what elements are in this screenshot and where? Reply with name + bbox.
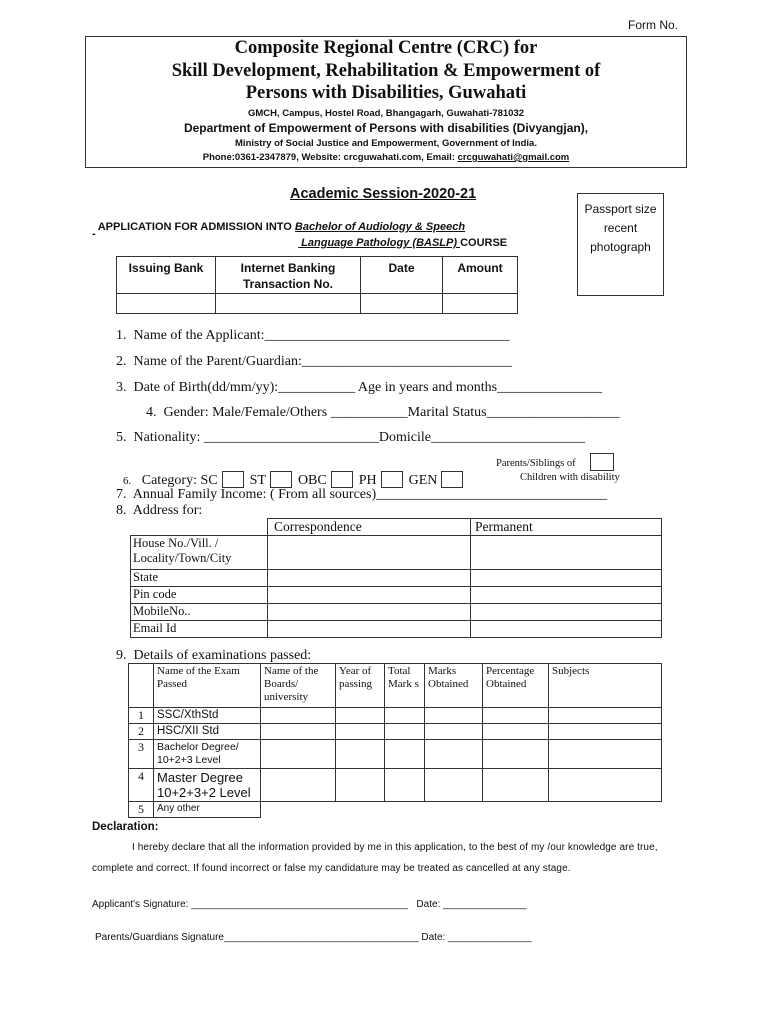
- declaration-text: I hereby declare that all the information provided by me in this application, to the best of my /our knowledge are true, complete and correct. If found incorrect or false my candidature may be treated as cancelled at any stage.: [92, 842, 658, 874]
- address-permanent-cell[interactable]: [471, 604, 662, 621]
- field-category: [116, 455, 469, 489]
- application-dash: -: [92, 228, 96, 240]
- photo-label-line3: photograph: [590, 240, 651, 254]
- payment-amount-cell[interactable]: [443, 294, 518, 314]
- exam-row-number: 3: [129, 740, 154, 769]
- exam-header-board: Name of the Boards/ university: [261, 664, 336, 708]
- exam-percentage-cell[interactable]: [483, 724, 549, 740]
- exam-row: [129, 769, 662, 802]
- exam-year-cell[interactable]: [336, 740, 385, 769]
- address-permanent-cell[interactable]: [471, 587, 662, 604]
- application-prefix: APPLICATION FOR ADMISSION INTO: [97, 221, 295, 233]
- exam-board-cell[interactable]: [261, 724, 336, 740]
- address-correspondence-cell[interactable]: [268, 536, 471, 570]
- form-number-label: Form No.: [627, 18, 678, 32]
- category-gen-checkbox[interactable]: [441, 471, 463, 488]
- address-row-label: House No./Vill. / Locality/Town/City: [131, 536, 268, 570]
- exam-header-subjects: Subjects: [549, 664, 662, 708]
- address-permanent-cell[interactable]: [471, 570, 662, 587]
- declaration-title: Declaration:: [92, 821, 159, 833]
- parents-siblings-label: Parents/Siblings of: [496, 458, 576, 469]
- category-ph-checkbox[interactable]: [381, 471, 403, 488]
- applicant-signature-line[interactable]: Applicant's Signature: _______________________________________ Date: _______________: [92, 899, 527, 910]
- field-annual-income[interactable]: 7. Annual Family Income: ( From all sources)_________________________________: [116, 487, 608, 502]
- academic-session: Academic Session-2020-21: [290, 186, 477, 202]
- category-st-label: ST: [249, 473, 266, 488]
- address-header-correspondence: Correspondence: [268, 519, 471, 536]
- exam-row: [129, 740, 662, 769]
- address-corner-cell: [131, 519, 268, 536]
- address-correspondence-cell[interactable]: [268, 621, 471, 638]
- exam-percentage-cell[interactable]: [483, 769, 549, 802]
- course-name-line2: Language Pathology (BASLP): [298, 237, 461, 249]
- header-contact-text: Phone:0361-2347879, Website: crcguwahati.com, Email:: [202, 152, 458, 163]
- header-department: Department of Empowerment of Persons with disabilities (Divyangjan),: [183, 121, 589, 135]
- exam-marks-cell[interactable]: [425, 740, 483, 769]
- exam-table: [128, 663, 662, 818]
- payment-header-transaction: Internet Banking Transaction No.: [216, 257, 361, 294]
- address-row-label: State: [131, 570, 268, 587]
- field-address-heading: 8. Address for:: [116, 503, 203, 518]
- exam-subjects-cell[interactable]: [549, 769, 662, 802]
- field-applicant-name[interactable]: 1. Name of the Applicant:___________________________________: [116, 328, 510, 343]
- payment-header-bank: Issuing Bank: [117, 257, 216, 294]
- application-title-line2: [292, 225, 507, 249]
- payment-transaction-cell[interactable]: [216, 294, 361, 314]
- exam-year-cell[interactable]: [336, 724, 385, 740]
- address-correspondence-cell[interactable]: [268, 570, 471, 587]
- exam-percentage-cell[interactable]: [483, 708, 549, 724]
- address-row-label: MobileNo..: [131, 604, 268, 621]
- exam-percentage-cell[interactable]: [483, 740, 549, 769]
- exam-board-cell[interactable]: [261, 708, 336, 724]
- field-date-of-birth[interactable]: 3. Date of Birth(dd/mm/yy):___________ Age in years and months_______________: [116, 380, 603, 395]
- payment-header-amount: Amount: [443, 257, 518, 294]
- category-ph-label: PH: [358, 473, 377, 488]
- children-disability-label: Children with disability: [520, 472, 620, 483]
- exam-header-year: Year of passing: [336, 664, 385, 708]
- exam-row-number: 1: [129, 708, 154, 724]
- exam-row-name: Any other: [154, 802, 261, 818]
- field-gender-marital[interactable]: 4. Gender: Male/Female/Others ___________Marital Status___________________: [146, 405, 620, 420]
- category-st-checkbox[interactable]: [270, 471, 292, 488]
- payment-table: [116, 256, 518, 314]
- exam-total-cell[interactable]: [385, 708, 425, 724]
- field-exam-heading: 9. Details of examinations passed:: [116, 648, 312, 663]
- address-row-label: Pin code: [131, 587, 268, 604]
- exam-total-cell[interactable]: [385, 740, 425, 769]
- exam-row-name: HSC/XII Std: [154, 724, 261, 740]
- exam-header-exam-name: Name of the Exam Passed: [154, 664, 261, 708]
- exam-row-number: 5: [129, 802, 154, 818]
- address-permanent-cell[interactable]: [471, 621, 662, 638]
- parents-siblings-checkbox[interactable]: [590, 453, 614, 471]
- exam-total-cell[interactable]: [385, 724, 425, 740]
- exam-header-percentage: Percentage Obtained: [483, 664, 549, 708]
- address-correspondence-cell[interactable]: [268, 604, 471, 621]
- header-email-link[interactable]: crcguwahati@gmail.com: [457, 152, 570, 163]
- exam-header-number-cell: [129, 664, 154, 708]
- exam-empty-cell: [385, 802, 425, 818]
- exam-row: [129, 724, 662, 740]
- exam-year-cell[interactable]: [336, 708, 385, 724]
- exam-row-name: Bachelor Degree/ 10+2+3 Level: [154, 740, 261, 769]
- header-title-line3: Persons with Disabilities, Guwahati: [245, 83, 527, 103]
- category-gen-label: GEN: [408, 473, 438, 488]
- photo-label-line1: Passport size: [584, 202, 657, 216]
- exam-empty-cell: [336, 802, 385, 818]
- header-address: GMCH, Campus, Hostel Road, Bhangagarh, Guwahati-781032: [247, 108, 525, 119]
- exam-row-number: 4: [129, 769, 154, 802]
- address-header-permanent: Permanent: [471, 519, 662, 536]
- exam-subjects-cell[interactable]: [549, 724, 662, 740]
- exam-row-number: 2: [129, 724, 154, 740]
- exam-row: [129, 802, 662, 818]
- field-parent-name[interactable]: 2. Name of the Parent/Guardian:______________________________: [116, 354, 512, 369]
- exam-row-name: SSC/XthStd: [154, 708, 261, 724]
- parent-signature-line[interactable]: Parents/Guardians Signature___________________________________ Date: _______________: [95, 932, 532, 943]
- passport-photo-box[interactable]: [577, 193, 664, 296]
- exam-header-total-marks: Total Mark s: [385, 664, 425, 708]
- exam-header-marks-obtained: Marks Obtained: [425, 664, 483, 708]
- exam-subjects-cell[interactable]: [549, 708, 662, 724]
- exam-marks-cell[interactable]: [425, 708, 483, 724]
- photo-label-line2: recent: [603, 221, 638, 235]
- exam-marks-cell[interactable]: [425, 769, 483, 802]
- category-obc-label: OBC: [297, 473, 327, 488]
- address-row-label: Email Id: [131, 621, 268, 638]
- exam-row: [129, 708, 662, 724]
- header-title-line2: Skill Development, Rehabilitation & Empowerment of: [171, 61, 601, 81]
- address-table: [130, 518, 662, 638]
- institution-header: [85, 36, 687, 168]
- exam-subjects-cell[interactable]: [549, 740, 662, 769]
- exam-year-cell[interactable]: [336, 769, 385, 802]
- address-permanent-cell[interactable]: [471, 536, 662, 570]
- course-name-line1: Bachelor of Audiology & Speech: [294, 221, 466, 233]
- payment-date-cell[interactable]: [361, 294, 443, 314]
- exam-empty-cell: [261, 802, 336, 818]
- exam-marks-cell[interactable]: [425, 724, 483, 740]
- exam-total-cell[interactable]: [385, 769, 425, 802]
- category-label: Category: SC: [141, 473, 218, 488]
- category-number: 6.: [123, 475, 132, 487]
- exam-board-cell[interactable]: [261, 769, 336, 802]
- application-suffix: COURSE: [460, 237, 508, 249]
- field-nationality[interactable]: 5. Nationality: _________________________Domicile______________________: [116, 430, 585, 445]
- exam-empty-cell: [425, 802, 483, 818]
- exam-empty-cell: [549, 802, 662, 818]
- address-correspondence-cell[interactable]: [268, 587, 471, 604]
- payment-bank-cell[interactable]: [117, 294, 216, 314]
- header-ministry: Ministry of Social Justice and Empowerment, Government of India.: [235, 138, 537, 149]
- category-obc-checkbox[interactable]: [331, 471, 353, 488]
- exam-board-cell[interactable]: [261, 740, 336, 769]
- header-title-line1: Composite Regional Centre (CRC) for: [234, 38, 538, 58]
- header-contact: [86, 152, 686, 163]
- payment-header-date: Date: [361, 257, 443, 294]
- exam-row-name: Master Degree 10+2+3+2 Level: [154, 769, 261, 802]
- exam-empty-cell: [483, 802, 549, 818]
- category-sc-checkbox[interactable]: [222, 471, 244, 488]
